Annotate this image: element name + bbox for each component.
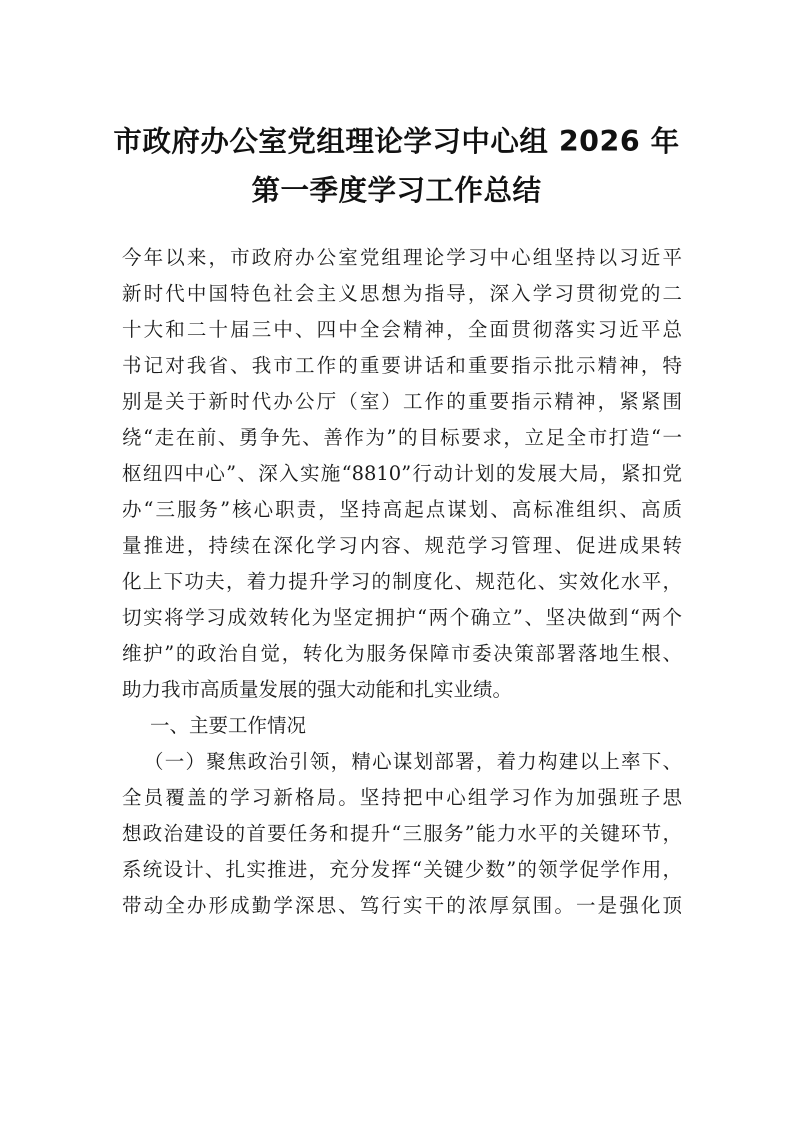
paragraph-section-1-1 xyxy=(122,744,682,924)
text-line: （一）聚焦政治引领，精心谋划部署，着力构建以上率下、 xyxy=(144,750,682,773)
document-title-line-2: 第一季度学习工作总结 xyxy=(251,174,542,207)
text-line: 化上下功夫，着力提升学习的制度化、规范化、实效化水平， xyxy=(122,570,682,593)
text-line: 十大和二十届三中、四中全会精神，全面贯彻落实习近平总 xyxy=(122,318,682,341)
section-heading: 一、主要工作情况 xyxy=(150,714,307,737)
text-line: 枢纽四中心”、深入实施“8810”行动计划的发展大局，紧扣党 xyxy=(122,462,682,485)
text-line: 别是关于新时代办公厅（室）工作的重要指示精神，紧紧围 xyxy=(122,390,682,413)
text-line: 想政治建设的首要任务和提升“三服务”能力水平的关键环节， xyxy=(122,822,682,845)
text-line: 今年以来，市政府办公室党组理论学习中心组坚持以习近平 xyxy=(122,246,682,269)
text-line: 系统设计、扎实推进，充分发挥“关键少数”的领学促学作用， xyxy=(122,858,682,881)
text-line: 切实将学习成效转化为坚定拥护“两个确立”、坚决做到“两个 xyxy=(122,606,682,629)
text-line: 办“三服务”核心职责，坚持高起点谋划、高标准组织、高质 xyxy=(122,498,682,521)
text-line: 书记对我省、我市工作的重要讲话和重要指示批示精神，特 xyxy=(122,354,682,377)
text-line: 维护”的政治自觉，转化为服务保障市委决策部署落地生根、 xyxy=(122,642,682,665)
document-body xyxy=(122,240,682,924)
text-line: 量推进，持续在深化学习内容、规范学习管理、促进成果转 xyxy=(122,534,682,557)
paragraph-intro xyxy=(122,240,682,708)
text-line: 新时代中国特色社会主义思想为指导，深入学习贯彻党的二 xyxy=(122,282,682,305)
text-line: 带动全办形成勤学深思、笃行实干的浓厚氛围。一是强化顶 xyxy=(122,894,682,917)
text-line: 绕“走在前、勇争先、善作为”的目标要求，立足全市打造“一 xyxy=(122,426,682,449)
document-title-line-1: 市政府办公室党组理论学习中心组 2026 年 xyxy=(113,125,680,158)
text-line: 助力我市高质量发展的强大动能和扎实业绩。 xyxy=(122,678,513,701)
text-line: 全员覆盖的学习新格局。坚持把中心组学习作为加强班子思 xyxy=(122,786,682,809)
